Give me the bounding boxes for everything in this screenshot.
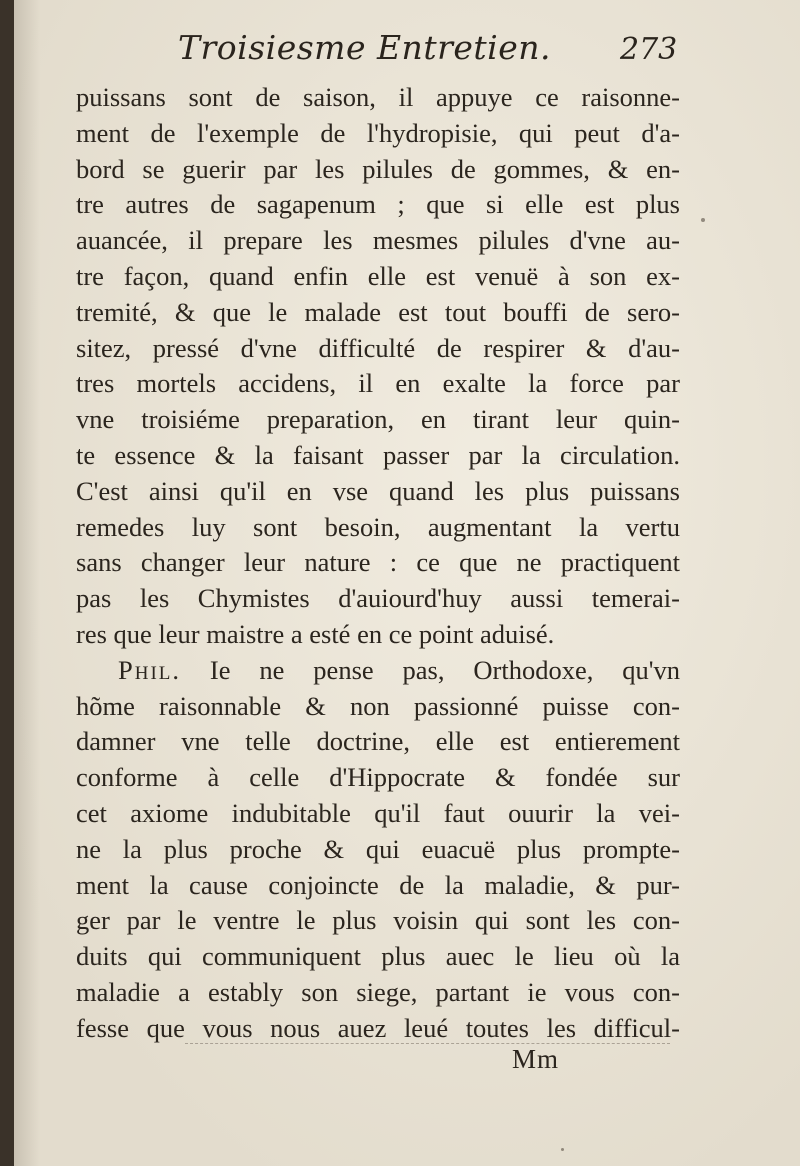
- text-line: sitez, pressé d'vne difficulté de respirer & d'au-: [76, 332, 680, 363]
- text-line: vne troisiéme preparation, en tirant leur quin-: [76, 404, 680, 435]
- text-line: C'est ainsi qu'il en vse quand les plus puissans: [76, 475, 680, 506]
- text-line: tres mortels accidens, il en exalte la force par: [76, 368, 680, 399]
- text-line: ment la cause conjoincte de la maladie, & pur-: [76, 869, 680, 900]
- running-title: Troisiesme Entretien.: [178, 28, 551, 67]
- text-line: damner vne telle doctrine, elle est entierement: [76, 726, 680, 757]
- foot-rule: [185, 1043, 670, 1044]
- text-line: ger par le ventre le plus voisin qui sont les con-: [76, 905, 680, 936]
- text-line: tremité, & que le malade est tout bouffi de sero-: [76, 296, 680, 327]
- speaker-name: Phil.: [118, 654, 182, 685]
- text-line: conforme à celle d'Hippocrate & fondée sur: [76, 762, 680, 793]
- text-line: tre autres de sagapenum ; que si elle est plus: [76, 189, 680, 220]
- text-line: sans changer leur nature : ce que ne practiquent: [76, 547, 680, 578]
- text-line: ment de l'exemple de l'hydropisie, qui peut d'a-: [76, 117, 680, 148]
- text-line: duits qui communiquent plus auec le lieu où la: [76, 941, 680, 972]
- catchword: Mm: [512, 1044, 560, 1074]
- body-text: [76, 80, 680, 1047]
- text-line: auancée, il prepare les mesmes pilules d'vne au-: [76, 225, 680, 256]
- text-line: remedes luy sont besoin, augmentant la vertu: [76, 511, 680, 542]
- text-line: hõme raisonnable & non passionné puisse con-: [76, 690, 680, 721]
- text-line: tre façon, quand enfin elle est venuë à son ex-: [76, 260, 680, 291]
- speech-first-line-text: Ie ne pense pas, Orthodoxe, qu'vn: [209, 654, 680, 685]
- text-line: res que leur maistre a esté en ce point aduisé.: [76, 618, 555, 649]
- text-line: pas les Chymistes d'auiourd'huy aussi temerai-: [76, 583, 680, 614]
- text-line: bord se guerir par les pilules de gommes, & en-: [76, 153, 680, 184]
- text-line: puissans sont de saison, il appuye ce raisonne-: [76, 82, 680, 112]
- page-number: 273: [620, 32, 678, 67]
- text-line: maladie a estably son siege, partant ie vous con-: [76, 976, 680, 1007]
- text-line: ne la plus proche & qui euacuë plus prompte-: [76, 833, 680, 864]
- page-header: [178, 28, 678, 78]
- text-line: fesse que vous nous auez leué toutes les difficul-: [76, 1012, 680, 1043]
- text-line: te essence & la faisant passer par la circulation.: [76, 439, 680, 470]
- speech-first-line: [76, 653, 680, 689]
- ink-speck: [561, 1148, 564, 1151]
- book-spine-shadow: [0, 0, 14, 1166]
- ink-speck: [701, 218, 705, 222]
- text-line: cet axiome indubitable qu'il faut ouurir la vei-: [76, 797, 680, 828]
